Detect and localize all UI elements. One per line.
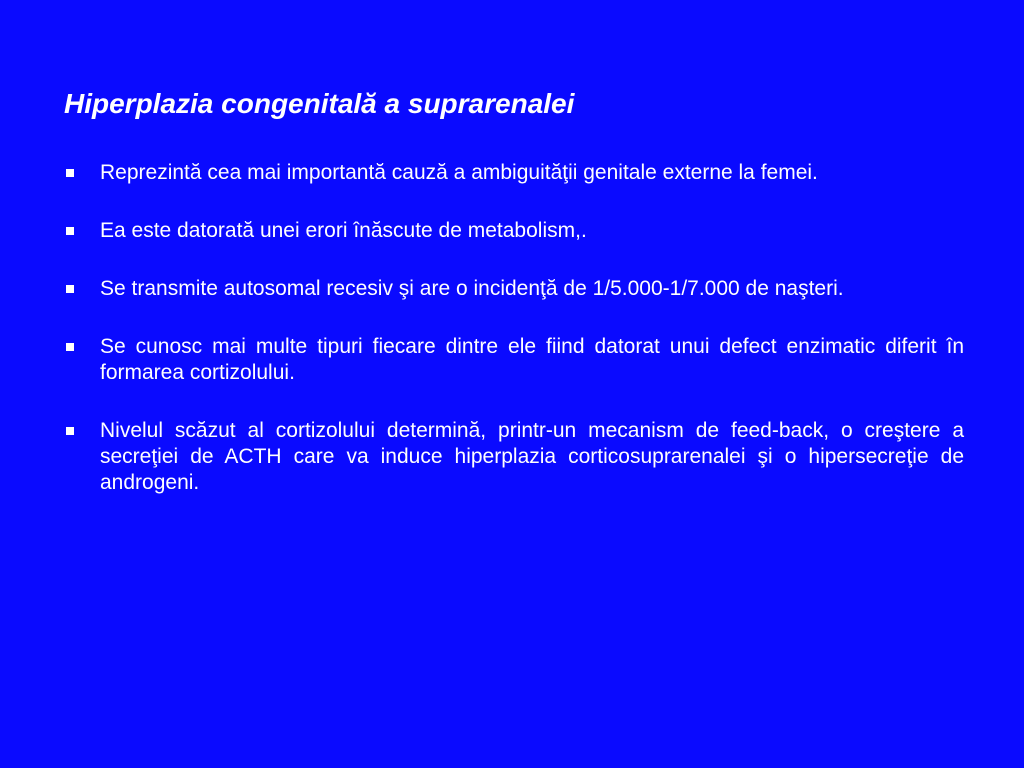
bullet-item xyxy=(64,160,964,186)
bullet-item xyxy=(64,334,964,386)
square-bullet-icon xyxy=(66,343,74,351)
square-bullet-icon xyxy=(66,227,74,235)
square-bullet-icon xyxy=(66,169,74,177)
bullet-item xyxy=(64,418,964,496)
bullet-item xyxy=(64,276,964,302)
bullet-item xyxy=(64,218,964,244)
bullet-list xyxy=(64,160,964,528)
bullet-text: Nivelul scăzut al cortizolului determină, printr-un mecanism de feed-back, o creştere a secreţiei de ACTH care va induce hiperplazia corticosuprarenalei şi o hipersecreţie de androgeni. xyxy=(100,419,964,494)
bullet-text: Se cunosc mai multe tipuri fiecare dintre ele fiind datorat unui defect enzimatic diferit în formarea cortizolului. xyxy=(100,335,964,384)
bullet-text: Reprezintă cea mai importantă cauză a ambiguităţii genitale externe la femei. xyxy=(100,161,818,184)
square-bullet-icon xyxy=(66,427,74,435)
bullet-text: Se transmite autosomal recesiv şi are o incidenţă de 1/5.000-1/7.000 de naşteri. xyxy=(100,277,844,300)
slide-title: Hiperplazia congenitală a suprarenalei xyxy=(64,88,575,119)
square-bullet-icon xyxy=(66,285,74,293)
bullet-text: Ea este datorată unei erori înăscute de metabolism,. xyxy=(100,219,587,242)
